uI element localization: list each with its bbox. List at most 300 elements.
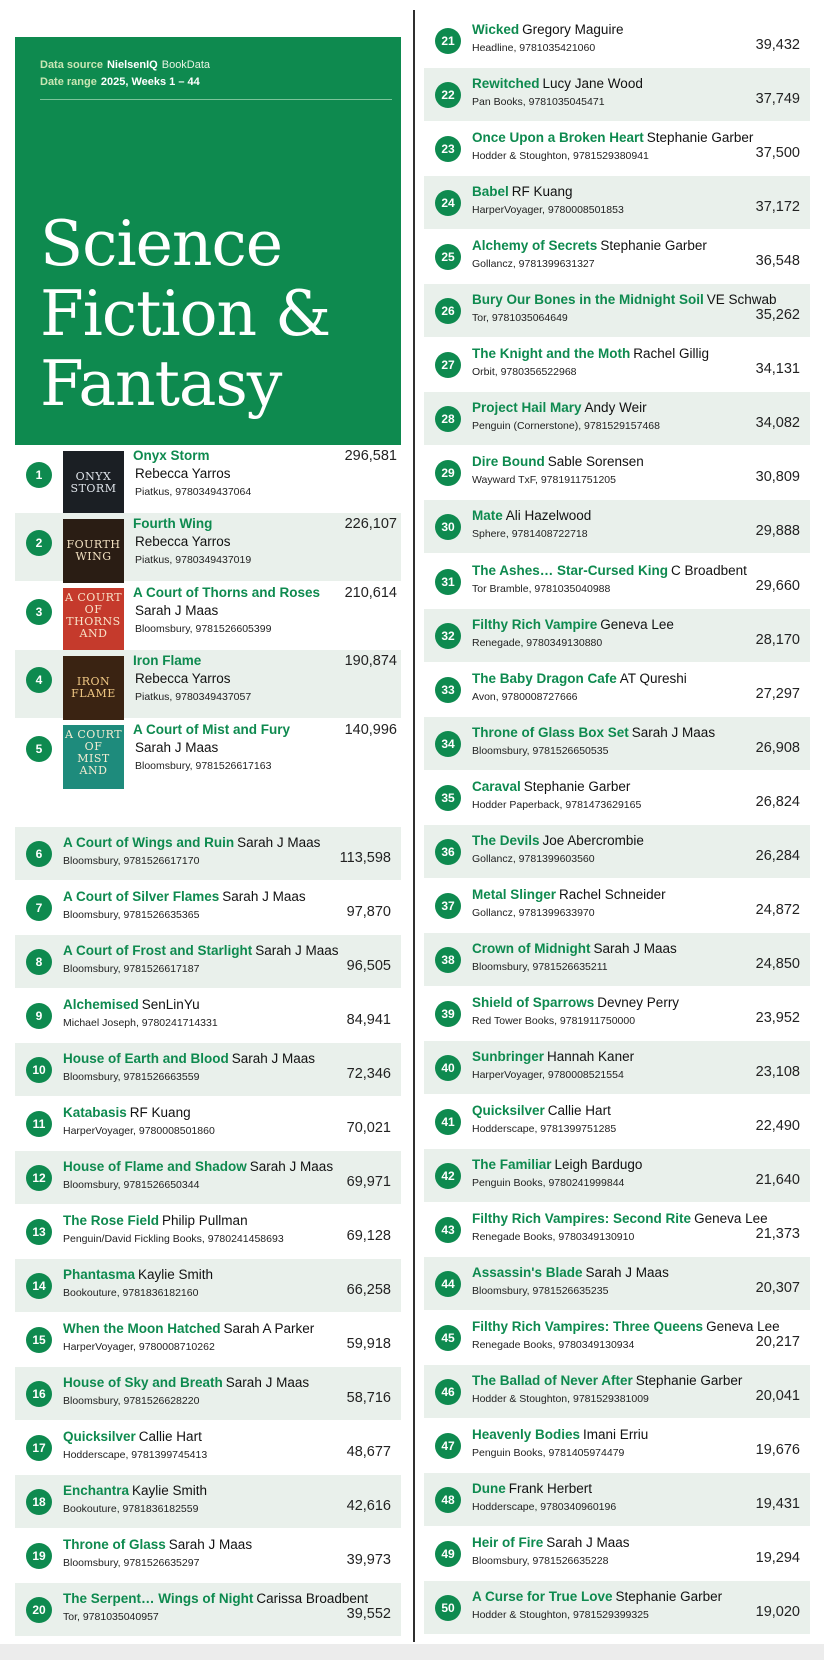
book-author: RF Kuang <box>511 184 573 200</box>
book-title[interactable]: Throne of Glass Box Set <box>472 724 629 740</box>
book-author: Sarah J Maas <box>593 940 677 956</box>
book-row <box>424 500 810 553</box>
sales-figure: 72,346 <box>346 1066 391 1082</box>
book-title[interactable]: Shield of Sparrows <box>472 994 595 1010</box>
rank-badge: 12 <box>26 1165 52 1191</box>
book-row <box>424 230 810 283</box>
bottom-strip <box>0 1644 824 1660</box>
sales-figure: 29,660 <box>755 577 800 594</box>
sales-figure: 66,258 <box>346 1282 391 1298</box>
book-row <box>15 1529 401 1582</box>
date-range-line <box>40 76 200 88</box>
publisher-isbn: Bookouture, 9781836182160 <box>63 1287 199 1299</box>
book-title[interactable]: House of Sky and Breath <box>63 1375 223 1390</box>
book-row <box>15 1151 401 1204</box>
book-title-author <box>472 1265 669 1280</box>
book-author: Sarah J Maas <box>546 1535 630 1551</box>
book-title[interactable]: Once Upon a Broken Heart <box>472 130 644 146</box>
rank-badge: 3 <box>26 599 52 625</box>
book-row <box>424 1041 810 1094</box>
publisher-isbn: Sphere, 9781408722718 <box>472 528 588 541</box>
cover-lettering: A COURT OF THORNS AND <box>64 590 123 640</box>
sales-figure: 28,170 <box>755 631 800 648</box>
book-title[interactable]: Metal Slinger <box>472 886 557 902</box>
book-author: Carissa Broadbent <box>256 1591 369 1606</box>
book-row <box>424 284 810 337</box>
rank-badge: 40 <box>435 1055 461 1081</box>
sales-figure: 96,505 <box>346 958 391 974</box>
book-title-author <box>472 833 644 848</box>
book-author: Sarah J Maas <box>135 739 219 755</box>
book-title[interactable]: Throne of Glass <box>63 1537 166 1552</box>
book-title-author <box>472 617 674 632</box>
book-title-author <box>472 725 715 740</box>
cover-lettering: ONYX STORM <box>70 470 117 495</box>
book-title-author <box>472 1427 648 1442</box>
rank-badge: 17 <box>26 1435 52 1461</box>
sales-figure: 21,640 <box>755 1172 800 1189</box>
publisher-isbn: Bookouture, 9781836182559 <box>63 1503 199 1515</box>
publisher-isbn: Bloomsbury, 9781526617163 <box>135 759 272 772</box>
book-row <box>424 446 810 499</box>
book-title-author <box>63 1429 202 1444</box>
publisher-isbn: Bloomsbury, 9781526650344 <box>63 1179 200 1191</box>
publisher-isbn: Gollancz, 9781399631327 <box>472 258 595 271</box>
rank-badge: 10 <box>26 1057 52 1083</box>
publisher-isbn: Bloomsbury, 9781526617187 <box>63 963 200 975</box>
book-title-author <box>63 1213 248 1228</box>
rank-badge: 26 <box>435 298 461 324</box>
publisher-isbn: Bloomsbury, 9781526635365 <box>63 909 200 921</box>
book-author: Rebecca Yarros <box>135 534 231 550</box>
book-title-text[interactable]: A Court of Mist and Fury <box>133 721 290 737</box>
book-author: Geneva Lee <box>706 1319 780 1335</box>
rank-badge: 1 <box>26 462 52 488</box>
publisher-isbn: Piatkus, 9780349437019 <box>135 554 252 567</box>
book-title[interactable]: The Ballad of Never After <box>472 1373 633 1389</box>
sales-figure: 29,888 <box>755 523 800 540</box>
rank-badge: 46 <box>435 1379 461 1405</box>
book-title-author <box>472 184 573 199</box>
book-title-author <box>472 292 777 307</box>
book-title-text[interactable]: Onyx Storm <box>133 448 210 463</box>
book-title[interactable]: Project Hail Mary <box>472 400 582 416</box>
book-row <box>424 68 810 121</box>
publisher-isbn: Orbit, 9780356522968 <box>472 366 577 379</box>
book-title[interactable]: Katabasis <box>63 1105 127 1120</box>
sales-figure: 70,021 <box>346 1120 391 1136</box>
book-row <box>15 445 401 513</box>
publisher-isbn: Red Tower Books, 9781911750000 <box>472 1014 636 1027</box>
sales-figure: 39,552 <box>346 1606 391 1622</box>
sales-figure: 35,262 <box>755 307 800 324</box>
book-title[interactable]: A Court of Frost and Starlight <box>63 943 253 958</box>
rank-badge: 20 <box>26 1597 52 1623</box>
book-title[interactable]: Rewitched <box>472 76 540 92</box>
sales-figure: 140,996 <box>344 721 397 738</box>
book-title[interactable]: Assassin's Blade <box>472 1265 583 1281</box>
book-title[interactable]: Crown of Midnight <box>472 940 591 956</box>
title-line: Fiction & <box>40 277 331 350</box>
book-title[interactable]: Dire Bound <box>472 454 545 470</box>
sales-figure: 210,614 <box>344 584 397 601</box>
publisher-isbn: Renegade Books, 9780349130934 <box>472 1339 635 1352</box>
book-cover-image <box>63 656 124 720</box>
book-row <box>424 1581 810 1634</box>
sales-figure: 48,677 <box>346 1444 391 1460</box>
book-title-author <box>472 671 687 686</box>
rank-badge: 24 <box>435 190 461 216</box>
sales-figure: 19,020 <box>755 1604 800 1621</box>
book-title-text[interactable]: A Court of Thorns and Roses <box>133 584 321 600</box>
date-range-label: Date range <box>40 76 97 88</box>
sales-figure: 19,431 <box>755 1496 800 1513</box>
publisher-isbn: Tor, 9781035040957 <box>63 1611 159 1623</box>
book-title-author <box>472 563 747 578</box>
sales-figure: 34,082 <box>755 415 800 432</box>
book-title[interactable]: House of Earth and Blood <box>63 1051 229 1066</box>
book-title-author <box>63 889 306 904</box>
book-row <box>15 650 401 718</box>
book-title[interactable]: A Court of Wings and Ruin <box>63 835 235 850</box>
header-panel <box>15 37 401 445</box>
book-row <box>424 176 810 229</box>
book-cover-image <box>63 519 124 583</box>
book-title[interactable]: Sunbringer <box>472 1048 545 1064</box>
sales-figure: 27,297 <box>755 685 800 702</box>
book-author: Stephanie Garber <box>523 778 631 794</box>
publisher-isbn: Penguin (Cornerstone), 9781529157468 <box>472 420 660 433</box>
book-cover-image <box>63 725 124 789</box>
book-title-author <box>472 1157 642 1172</box>
book-title[interactable]: The Devils <box>472 832 540 848</box>
book-author: Sarah J Maas <box>222 889 306 904</box>
book-row <box>424 555 810 608</box>
publisher-isbn: HarperVoyager, 9780008521554 <box>472 1068 624 1081</box>
book-author: Sable Sorensen <box>547 454 644 470</box>
book-title-author <box>63 835 320 850</box>
book-title[interactable]: Dune <box>472 1481 506 1497</box>
book-title[interactable] <box>133 516 212 531</box>
publisher-isbn: Headline, 9781035421060 <box>472 42 596 54</box>
book-title-author <box>472 1481 592 1496</box>
publisher-isbn: Hodder & Stoughton, 9781529381009 <box>472 1393 649 1406</box>
book-title[interactable]: A Curse for True Love <box>472 1589 613 1605</box>
rank-badge: 50 <box>435 1595 461 1621</box>
book-title[interactable]: The Knight and the Moth <box>472 346 631 362</box>
book-title[interactable]: Phantasma <box>63 1267 136 1282</box>
book-author: Rachel Schneider <box>559 886 666 902</box>
sales-figure: 30,809 <box>755 469 800 486</box>
book-title[interactable]: When the Moon Hatched <box>63 1321 221 1336</box>
sales-figure: 22,490 <box>755 1118 800 1134</box>
book-row <box>15 1583 401 1636</box>
book-author: Devney Perry <box>597 994 680 1010</box>
book-row <box>424 717 810 770</box>
book-author: Rachel Gillig <box>633 346 710 362</box>
sales-figure: 24,872 <box>755 901 800 918</box>
book-title[interactable]: Enchantra <box>63 1483 130 1498</box>
book-row <box>424 392 810 445</box>
book-row <box>424 1419 810 1472</box>
book-row <box>15 935 401 988</box>
book-author: Sarah J Maas <box>237 835 321 850</box>
book-title[interactable]: Alchemy of Secrets <box>472 238 598 254</box>
data-source-value: NielsenIQ <box>106 59 158 71</box>
sales-figure: 26,824 <box>755 793 800 810</box>
publisher-isbn: Bloomsbury, 9781526635211 <box>472 960 608 973</box>
rank-badge: 9 <box>26 1003 52 1029</box>
publisher-isbn: Renegade Books, 9780349130910 <box>472 1231 635 1244</box>
book-row <box>424 1365 810 1418</box>
book-row <box>424 771 810 824</box>
book-row <box>15 719 401 787</box>
rank-badge: 15 <box>26 1327 52 1353</box>
sales-figure: 39,973 <box>346 1552 391 1568</box>
publisher-isbn: Hodderscape, 9781399751285 <box>472 1123 617 1135</box>
book-title[interactable]: Heir of Fire <box>472 1535 544 1551</box>
book-title-author <box>63 1051 315 1066</box>
book-title[interactable]: Heavenly Bodies <box>472 1427 581 1443</box>
sales-figure: 69,971 <box>346 1174 391 1190</box>
book-author: Lucy Jane Wood <box>542 76 643 92</box>
book-title[interactable]: House of Flame and Shadow <box>63 1159 247 1174</box>
book-title-author <box>472 400 647 415</box>
book-title-author <box>63 1267 213 1282</box>
book-author: VE Schwab <box>706 292 777 308</box>
book-row <box>424 663 810 716</box>
book-author: Sarah J Maas <box>225 1375 310 1390</box>
book-title[interactable]: The Serpent… Wings of Night <box>63 1591 254 1606</box>
sales-figure: 23,952 <box>755 1009 800 1026</box>
rank-badge: 14 <box>26 1273 52 1299</box>
sales-figure: 190,874 <box>344 653 397 670</box>
publisher-isbn: Michael Joseph, 9780241714331 <box>63 1017 218 1029</box>
sales-figure: 37,172 <box>755 199 800 216</box>
book-row <box>424 338 810 391</box>
publisher-isbn: Bloomsbury, 9781526663559 <box>63 1071 200 1083</box>
book-title[interactable]: Babel <box>472 184 509 200</box>
publisher-isbn: Bloomsbury, 9781526650535 <box>472 744 609 757</box>
sales-figure: 84,941 <box>346 1012 391 1028</box>
rank-badge: 2 <box>26 530 52 556</box>
book-row <box>15 1259 401 1312</box>
book-row <box>15 1043 401 1096</box>
book-author: AT Qureshi <box>619 670 687 686</box>
book-author: Leigh Bardugo <box>554 1157 643 1173</box>
book-title[interactable]: Filthy Rich Vampire <box>472 616 598 632</box>
sales-figure: 42,616 <box>346 1498 391 1514</box>
book-title-author <box>63 1537 252 1552</box>
rank-badge: 48 <box>435 1487 461 1513</box>
book-row <box>15 1313 401 1366</box>
book-title-author <box>472 887 666 902</box>
publisher-isbn: Hodderscape, 9780340960196 <box>472 1501 617 1514</box>
book-title-text[interactable]: Iron Flame <box>133 653 202 669</box>
book-author: Philip Pullman <box>162 1213 248 1228</box>
book-author: Rebecca Yarros <box>135 671 231 687</box>
book-title-author <box>472 238 707 253</box>
book-author: Frank Herbert <box>508 1481 593 1497</box>
book-row <box>424 1149 810 1202</box>
book-title-author <box>472 941 677 956</box>
cover-lettering: A COURT OF MIST AND <box>64 727 123 777</box>
book-title-author <box>63 1159 333 1174</box>
book-author: Stephanie Garber <box>615 1589 723 1605</box>
book-title-author <box>472 1103 611 1118</box>
book-row <box>15 1367 401 1420</box>
title-line: Science <box>40 207 283 280</box>
sales-figure: 37,749 <box>755 91 800 108</box>
book-row <box>424 1095 810 1148</box>
sales-figure: 39,432 <box>755 37 800 53</box>
publisher-isbn: Bloomsbury, 9781526635297 <box>63 1557 200 1569</box>
book-row <box>424 879 810 932</box>
rank-badge: 29 <box>435 460 461 486</box>
book-title[interactable]: A Court of Silver Flames <box>63 889 220 904</box>
rank-badge: 44 <box>435 1271 461 1297</box>
book-author: C Broadbent <box>671 562 747 578</box>
book-title[interactable]: Filthy Rich Vampires: Three Queens <box>472 1319 704 1335</box>
book-author: Kaylie Smith <box>138 1267 214 1282</box>
book-title-author <box>63 997 200 1012</box>
book-title[interactable]: Filthy Rich Vampires: Second Rite <box>472 1211 692 1227</box>
sales-figure: 20,217 <box>755 1334 800 1351</box>
data-source-label: Data source <box>40 59 103 71</box>
book-author: Callie Hart <box>547 1103 611 1118</box>
book-title[interactable]: The Baby Dragon Cafe <box>472 670 617 686</box>
book-title-author <box>472 1049 634 1064</box>
book-title[interactable]: Quicksilver <box>472 1103 545 1118</box>
book-row <box>424 825 810 878</box>
book-title-author <box>472 995 679 1010</box>
book-author: Stephanie Garber <box>635 1373 743 1389</box>
book-title[interactable]: Bury Our Bones in the Midnight Soil <box>472 292 704 308</box>
book-title-author <box>472 1319 780 1334</box>
rank-badge: 7 <box>26 895 52 921</box>
rank-badge: 33 <box>435 677 461 703</box>
publisher-isbn: Bloomsbury, 9781526635235 <box>472 1285 609 1298</box>
publisher-isbn: Tor Bramble, 9781035040988 <box>472 582 611 595</box>
book-row <box>424 1527 810 1580</box>
rank-badge: 30 <box>435 514 461 540</box>
publisher-isbn: Penguin Books, 9780241999844 <box>472 1177 625 1190</box>
book-title[interactable]: Wicked <box>472 22 520 37</box>
header-divider <box>40 99 392 100</box>
book-title-author <box>63 1375 309 1390</box>
column-divider <box>413 10 415 1642</box>
book-author: Stephanie Garber <box>646 130 754 146</box>
book-author: Joe Abercrombie <box>542 832 644 848</box>
book-title[interactable]: The Rose Field <box>63 1213 160 1228</box>
publisher-isbn: Gollancz, 9781399603560 <box>472 852 595 865</box>
rank-badge: 36 <box>435 839 461 865</box>
rank-badge: 13 <box>26 1219 52 1245</box>
book-author: Sarah J Maas <box>135 602 219 618</box>
sales-figure: 34,131 <box>755 361 800 378</box>
book-title[interactable] <box>133 585 320 600</box>
book-row <box>424 609 810 662</box>
book-author: Ali Hazelwood <box>505 508 592 524</box>
book-author: Kaylie Smith <box>132 1483 208 1498</box>
rank-badge: 47 <box>435 1433 461 1459</box>
publisher-isbn: HarperVoyager, 9780008501853 <box>472 204 624 217</box>
book-row <box>15 989 401 1042</box>
sales-figure: 24,850 <box>755 955 800 972</box>
rank-badge: 35 <box>435 785 461 811</box>
book-title[interactable]: Alchemised <box>63 997 139 1012</box>
book-title-author <box>472 1211 768 1226</box>
sales-figure: 36,548 <box>755 253 800 270</box>
publisher-isbn: Gollancz, 9781399633970 <box>472 906 595 919</box>
rank-badge: 6 <box>26 841 52 867</box>
rank-badge: 28 <box>435 406 461 432</box>
cover-lettering: FOURTH WING <box>66 538 121 564</box>
book-title-author <box>472 508 591 523</box>
book-row <box>15 582 401 650</box>
book-title[interactable]: The Ashes… Star-Cursed King <box>472 562 669 578</box>
book-title-author <box>472 130 753 145</box>
publisher-isbn: Bloomsbury, 9781526617170 <box>63 855 200 867</box>
book-title-author <box>63 943 339 958</box>
book-author: Gregory Maguire <box>522 22 624 37</box>
book-author: Rebecca Yarros <box>135 466 231 481</box>
publisher-isbn: Penguin Books, 9781405974479 <box>472 1447 625 1460</box>
book-row <box>424 1203 810 1256</box>
rank-badge: 39 <box>435 1001 461 1027</box>
book-title[interactable]: Mate <box>472 508 503 524</box>
book-title-text[interactable]: Fourth Wing <box>133 516 213 532</box>
rank-badge: 18 <box>26 1489 52 1515</box>
rank-badge: 42 <box>435 1163 461 1189</box>
book-title-author <box>472 22 623 37</box>
book-title[interactable]: The Familiar <box>472 1157 552 1173</box>
book-title-author <box>472 1589 722 1604</box>
book-author: Sarah J Maas <box>585 1265 669 1281</box>
book-row <box>424 933 810 986</box>
book-title[interactable]: Caraval <box>472 778 521 794</box>
rank-badge: 19 <box>26 1543 52 1569</box>
publisher-isbn: Penguin/David Fickling Books, 9780241458693 <box>63 1233 284 1245</box>
sales-figure: 20,041 <box>755 1388 800 1405</box>
rank-badge: 41 <box>435 1109 461 1135</box>
book-title[interactable] <box>133 448 210 463</box>
sales-figure: 19,676 <box>755 1442 800 1459</box>
book-author: Hannah Kaner <box>547 1048 635 1064</box>
book-title[interactable] <box>133 653 201 668</box>
book-title[interactable] <box>133 722 290 737</box>
publisher-isbn: Bloomsbury, 9781526605399 <box>135 622 272 635</box>
sales-figure: 296,581 <box>344 448 397 464</box>
rank-badge: 11 <box>26 1111 52 1137</box>
book-title-author <box>63 1591 368 1606</box>
book-title-author <box>472 454 644 469</box>
publisher-isbn: Piatkus, 9780349437064 <box>135 486 252 498</box>
publisher-isbn: Renegade, 9780349130880 <box>472 636 603 649</box>
book-author: Stephanie Garber <box>600 238 707 254</box>
book-title-author <box>472 346 709 361</box>
book-title[interactable]: Quicksilver <box>63 1429 136 1444</box>
book-row <box>15 1097 401 1150</box>
rank-badge: 25 <box>435 244 461 270</box>
book-author: Geneva Lee <box>694 1211 768 1227</box>
rank-badge: 43 <box>435 1217 461 1243</box>
publisher-isbn: Hodder Paperback, 9781473629165 <box>472 798 642 811</box>
book-row <box>15 1475 401 1528</box>
rank-badge: 21 <box>435 28 461 54</box>
book-row <box>15 881 401 934</box>
book-title-author <box>63 1321 314 1336</box>
